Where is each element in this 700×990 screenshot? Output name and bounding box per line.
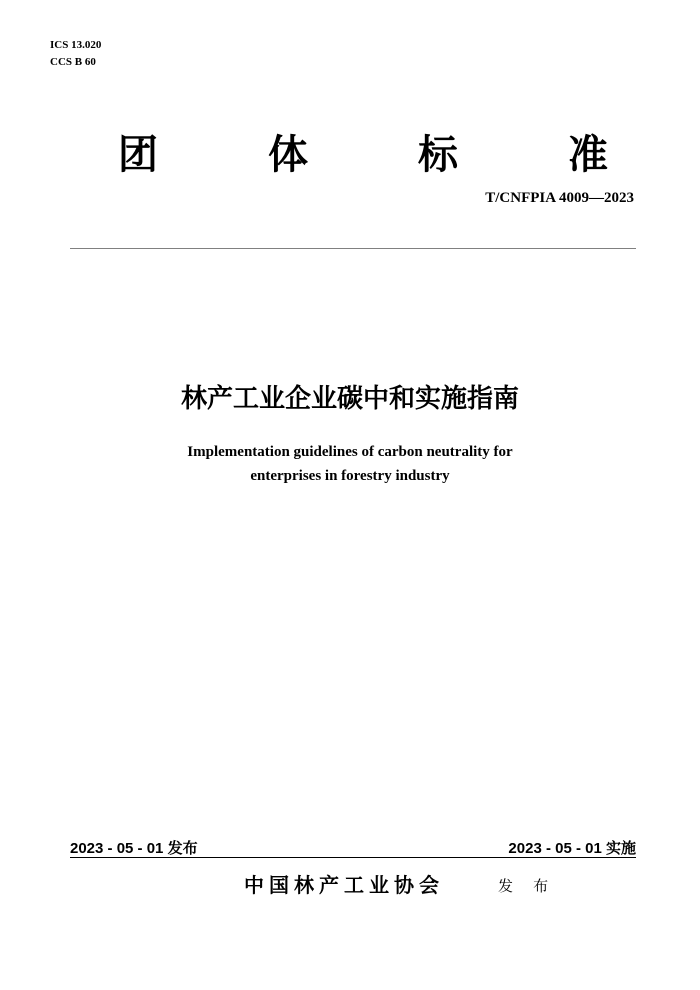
standard-type-char: 标 bbox=[418, 133, 458, 177]
english-title-line-2: enterprises in forestry industry bbox=[250, 468, 450, 484]
standard-number: T/CNFPIA 4009—2023 bbox=[485, 190, 634, 206]
english-title bbox=[0, 440, 700, 488]
publish-label: 发 布 bbox=[498, 878, 557, 895]
top-divider bbox=[70, 248, 636, 249]
standard-type-char: 体 bbox=[268, 133, 308, 177]
ccs-code: CCS B 60 bbox=[50, 56, 96, 68]
chinese-title: 林产工业企业碳中和实施指南 bbox=[180, 383, 519, 413]
standard-type-char: 团 bbox=[118, 133, 158, 177]
standard-type-heading bbox=[118, 128, 608, 182]
standard-type-char: 准 bbox=[568, 133, 608, 177]
implementation-date: 2023 - 05 - 01 实施 bbox=[508, 840, 636, 857]
release-date: 2023 - 05 - 01 发布 bbox=[70, 840, 198, 857]
publishing-organization: 中国林产工业协会 bbox=[244, 875, 444, 897]
english-title-line-1: Implementation guidelines of carbon neutrality for bbox=[187, 444, 513, 460]
ics-code: ICS 13.020 bbox=[50, 39, 102, 51]
classification-codes bbox=[50, 37, 101, 71]
bottom-divider bbox=[70, 857, 636, 858]
